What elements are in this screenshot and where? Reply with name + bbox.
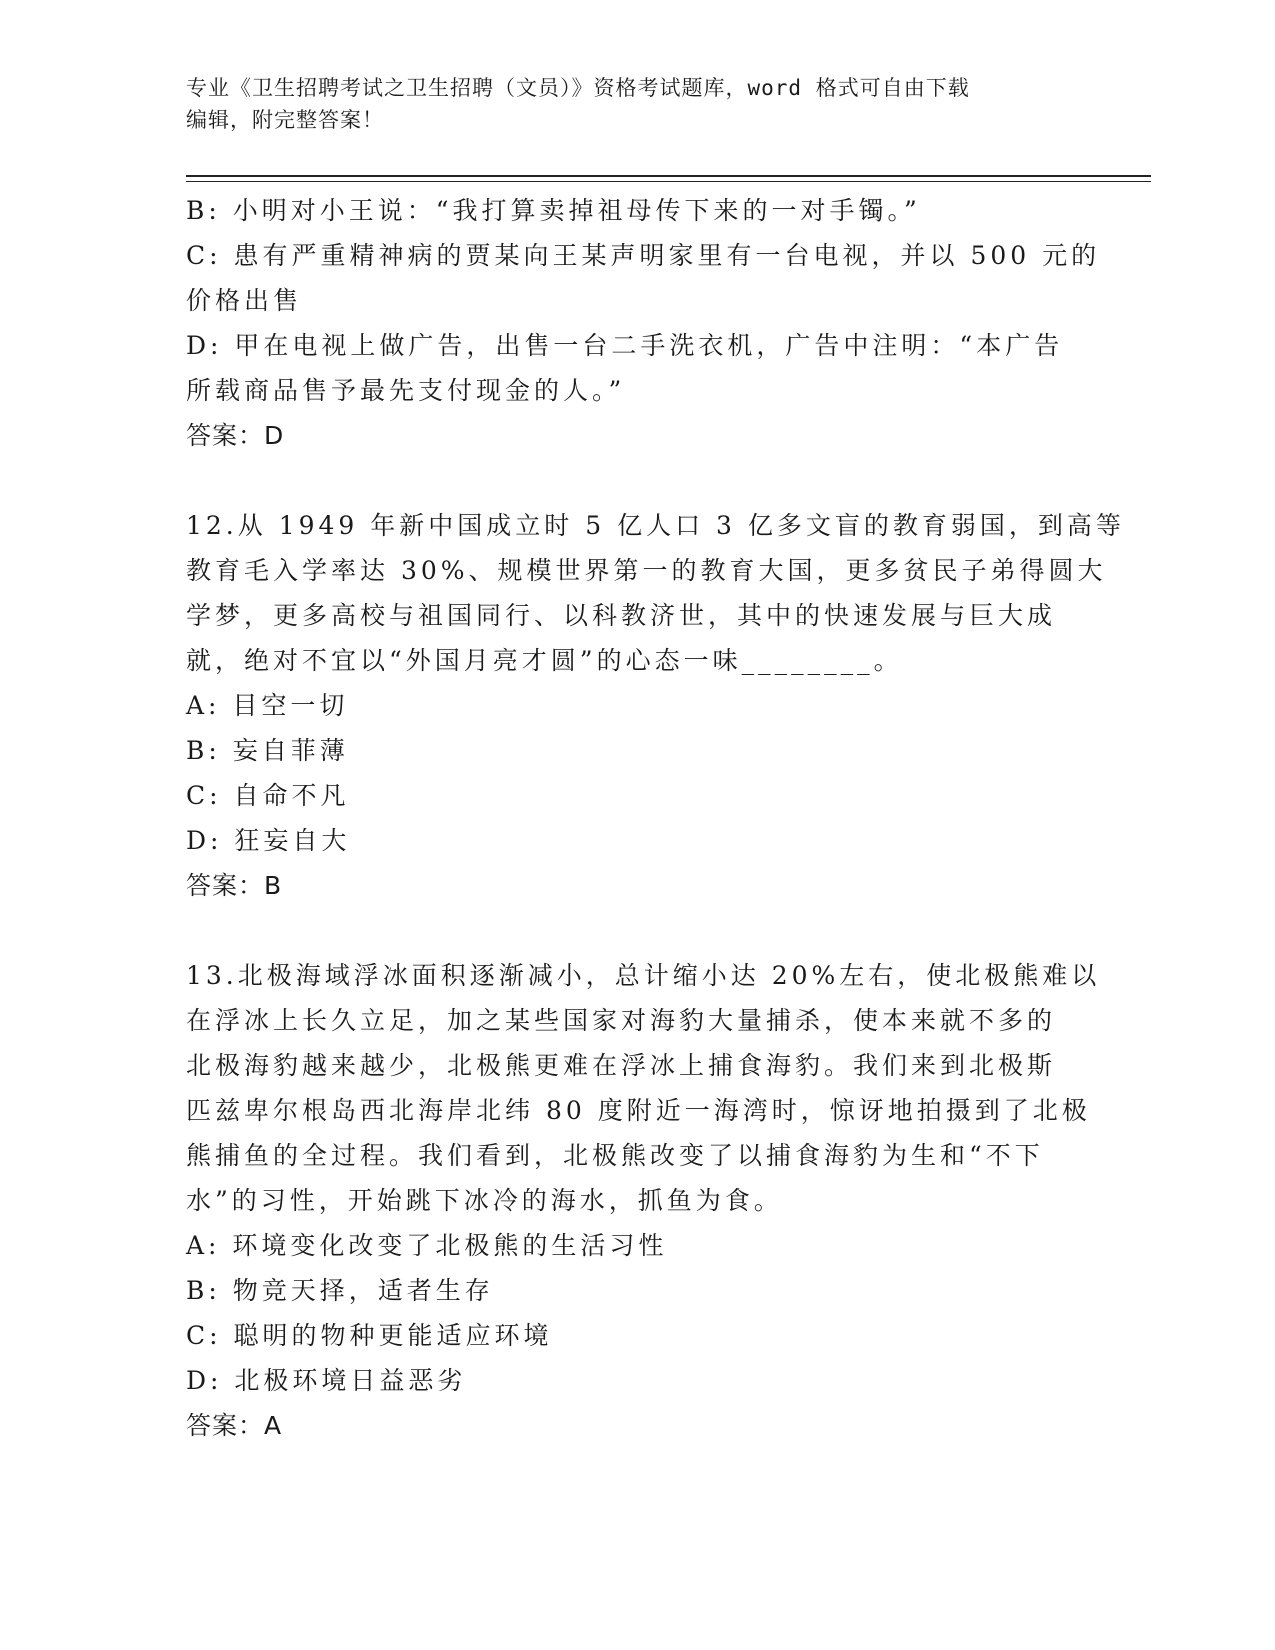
option-c: C: 聪明的物种更能适应环境: [186, 1321, 553, 1350]
option-c-line-1: C: 患有严重精神病的贾某向王某声明家里有一台电视，并以 500 元的: [186, 241, 1101, 270]
option-d-line-1: D: 甲在电视上做广告，出售一台二手洗衣机，广告中注明：“本广告: [186, 331, 1064, 360]
question-11: [186, 188, 1101, 458]
option-a: A: 环境变化改变了北极熊的生活习性: [186, 1231, 668, 1260]
question-stem-line-4: 匹兹卑尔根岛西北海岸北纬 80 度附近一海湾时，惊讶地拍摄到了北极: [186, 1096, 1091, 1125]
option-d: D: 北极环境日益恶劣: [186, 1366, 467, 1395]
spacer: [186, 458, 1086, 503]
spacer: [186, 908, 1086, 953]
option-b: B: 物竞天择，适者生存: [186, 1276, 494, 1305]
option-c-line-2: 价格出售: [186, 286, 303, 315]
option-b: B: 妄自菲薄: [186, 736, 349, 765]
answer-label: 答案：B: [186, 871, 283, 900]
question-12: [186, 503, 1125, 908]
option-b: B: 小明对小王说：“我打算卖掉祖母传下来的一对手镯。”: [186, 196, 921, 225]
question-stem-line-4: 就，绝对不宜以“外国月亮才圆”的心态一味________。: [186, 646, 903, 675]
page-header: [186, 72, 1086, 136]
question-13: [186, 953, 1101, 1448]
question-stem-line-1: 12.从 1949 年新中国成立时 5 亿人口 3 亿多文盲的教育弱国，到高等: [186, 511, 1125, 540]
document-body: [186, 188, 1125, 1448]
question-stem-line-3: 学梦，更多高校与祖国同行、以科教济世，其中的快速发展与巨大成: [186, 601, 1057, 630]
option-c: C: 自命不凡: [186, 781, 350, 810]
question-stem-line-2: 在浮冰上长久立足，加之某些国家对海豹大量捕杀，使本来就不多的: [186, 1006, 1057, 1035]
question-stem-line-3: 北极海豹越来越少，北极熊更难在浮冰上捕食海豹。我们来到北极斯: [186, 1051, 1057, 1080]
header-title-line-2: 编辑，附完整答案！: [186, 108, 384, 132]
header-rule-thin: [186, 181, 1151, 182]
header-rule-thick: [186, 175, 1151, 177]
question-stem-line-2: 教育毛入学率达 30%、规模世界第一的教育大国，更多贫民子弟得圆大: [186, 556, 1107, 585]
question-stem-line-5: 熊捕鱼的全过程。我们看到，北极熊改变了以捕食海豹为生和“不下: [186, 1141, 1044, 1170]
option-a: A: 目空一切: [186, 691, 349, 720]
option-d: D: 狂妄自大: [186, 826, 351, 855]
option-d-line-2: 所载商品售予最先支付现金的人。”: [186, 376, 626, 405]
answer-label: 答案：D: [186, 421, 285, 450]
header-title-line-1: 专业《卫生招聘考试之卫生招聘（文员）》资格考试题库，word 格式可自由下载: [186, 76, 970, 100]
question-stem-line-6: 水”的习性，开始跳下冰冷的海水，抓鱼为食。: [186, 1186, 783, 1215]
answer-label: 答案：A: [186, 1411, 283, 1440]
question-stem-line-1: 13.北极海域浮冰面积逐渐减小，总计缩小达 20%左右，使北极熊难以: [186, 961, 1101, 990]
